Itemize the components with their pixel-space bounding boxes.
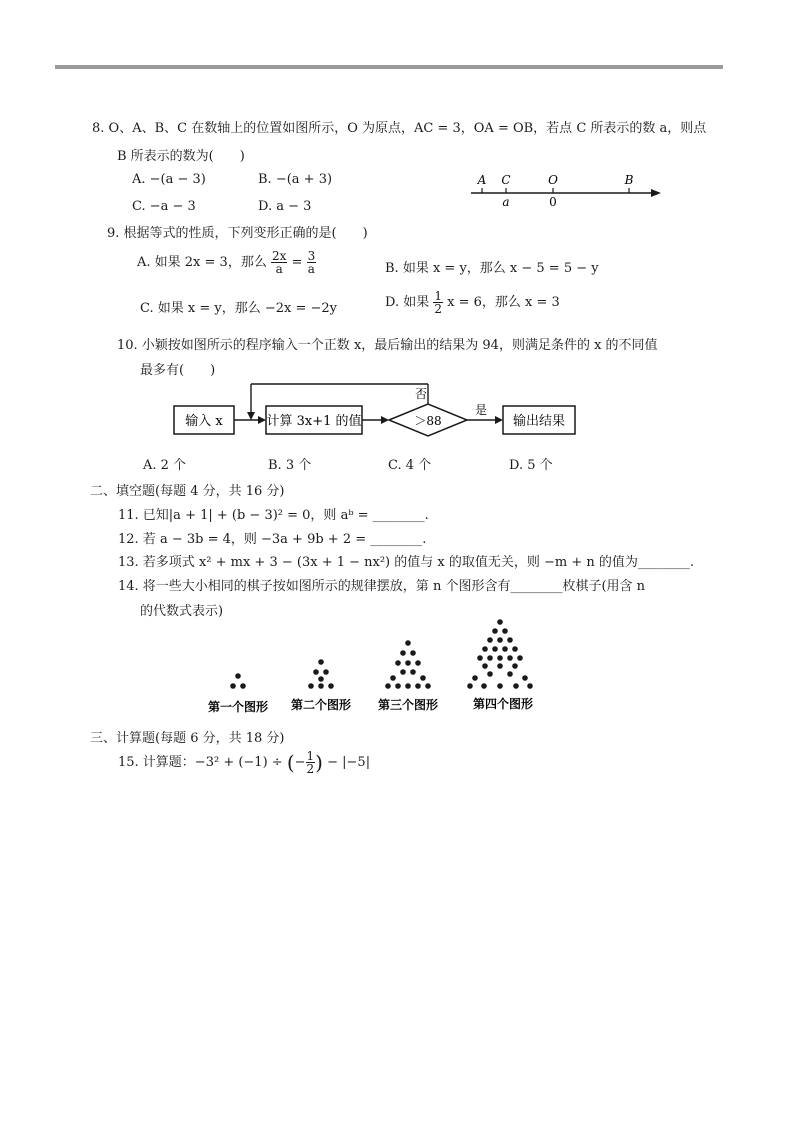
figure-3-label: 第三个图形: [377, 698, 439, 712]
q10-line1: 10. 小颖按如图所示的程序输入一个正数 x，最后输出的结果为 94，则满足条件的 x 的不同值: [117, 338, 658, 353]
q9-option-d: [385, 290, 560, 315]
q9-option-b: B. 如果 x = y，那么 x − 5 = 5 − y: [385, 261, 599, 276]
q9-option-d-fraction: $\frac{1}{2}$: [434, 289, 443, 316]
q15-fraction: $\frac{1}{2}$: [306, 749, 315, 776]
q8-option-d: D. a − 3: [258, 199, 312, 214]
point-label-c: C: [501, 173, 511, 187]
q13: 13. 若多项式 x² + mx + 3 − (3x + 1 − nx²) 的值与 x 的取值无关，则 −m + n 的值为________.: [118, 555, 695, 570]
section-3-title: 三、计算题(每题 6 分，共 18 分): [90, 731, 285, 746]
figure-1-dots: [230, 673, 246, 689]
q9-option-a-fraction-right: $\frac{3}{a}$: [307, 249, 316, 276]
flow-yes-label: 是: [474, 403, 488, 417]
number-line: [465, 168, 665, 210]
q11: 11. 已知|a + 1| + (b − 3)² = 0，则 aᵇ = ________.: [118, 508, 429, 523]
flow-compute-label: 计算 3x+1 的值: [266, 414, 362, 429]
point-label-a: A: [477, 173, 487, 187]
figure-2-label: 第二个图形: [290, 698, 352, 712]
q10-option-a: A. 2 个: [143, 458, 187, 473]
number-line-arrow: [651, 189, 661, 197]
flow-condition-label: ＞88: [414, 414, 442, 428]
q14-line2: 的代数式表示): [140, 604, 224, 619]
q10-option-b: B. 3 个: [268, 458, 312, 473]
chess-pattern-figures: [200, 610, 560, 720]
q10-line2: 最多有( ): [140, 363, 216, 378]
figure-4-label: 第四个图形: [472, 697, 534, 711]
figure-4-dots: [467, 619, 533, 689]
q9-option-a: [137, 250, 316, 275]
q14-line1: 14. 将一些大小相同的棋子按如图所示的规律摆放，第 n 个图形含有________枚棋子(用含 n: [118, 579, 646, 594]
point-label-b: B: [624, 173, 634, 187]
header-rule: [55, 65, 723, 69]
q15-left-paren: (: [286, 750, 295, 775]
q15-prefix: 15. 计算题：−3² + (−1) ÷: [118, 755, 283, 770]
q9-stem: 9. 根据等式的性质，下列变形正确的是( ): [107, 226, 368, 241]
section-2-title: 二、填空题(每题 4 分，共 16 分): [90, 484, 285, 499]
q12: 12. 若 a − 3b = 4，则 −3a + 9b + 2 = ________.: [118, 532, 427, 547]
q9-option-d-prefix: D. 如果: [385, 295, 430, 310]
q8-line2: B 所表示的数为( ): [117, 149, 245, 164]
figure-2-dots: [308, 659, 334, 689]
flow-output-label: 输出结果: [512, 414, 566, 429]
point-label-o: O: [548, 173, 558, 187]
flowchart: [165, 378, 585, 443]
q8-option-a: A. −(a − 3): [132, 172, 206, 187]
q8-option-b: B. −(a + 3): [258, 172, 333, 187]
q15: [118, 750, 370, 775]
figure-1-label: 第一个图形: [207, 700, 269, 714]
q9-option-d-suffix: x = 6，那么 x = 3: [447, 295, 560, 310]
q15-suffix: − |−5|: [327, 755, 371, 770]
q15-right-paren: ): [315, 750, 323, 775]
q9-option-a-equals: =: [291, 255, 303, 270]
value-label-a: a: [502, 195, 510, 209]
q10-option-c: C. 4 个: [388, 458, 432, 473]
flow-input-label: 输入 x: [185, 414, 223, 429]
q8-line1: 8. O、A、B、C 在数轴上的位置如图所示，O 为原点，AC = 3，OA = OB，若点 C 所表示的数 a，则点: [92, 121, 707, 136]
flow-no-label: 否: [414, 387, 428, 401]
figure-3-dots: [385, 640, 431, 689]
value-label-zero: 0: [549, 195, 557, 209]
q15-minus: −: [294, 755, 306, 770]
q8-option-c: C. −a − 3: [132, 199, 196, 214]
q9-option-a-fraction-left: $\frac{2x}{a}$: [271, 249, 287, 276]
q9-option-a-text: A. 如果 2x = 3，那么: [137, 255, 267, 270]
q10-option-d: D. 5 个: [509, 458, 553, 473]
q9-option-c: C. 如果 x = y，那么 −2x = −2y: [140, 301, 338, 316]
